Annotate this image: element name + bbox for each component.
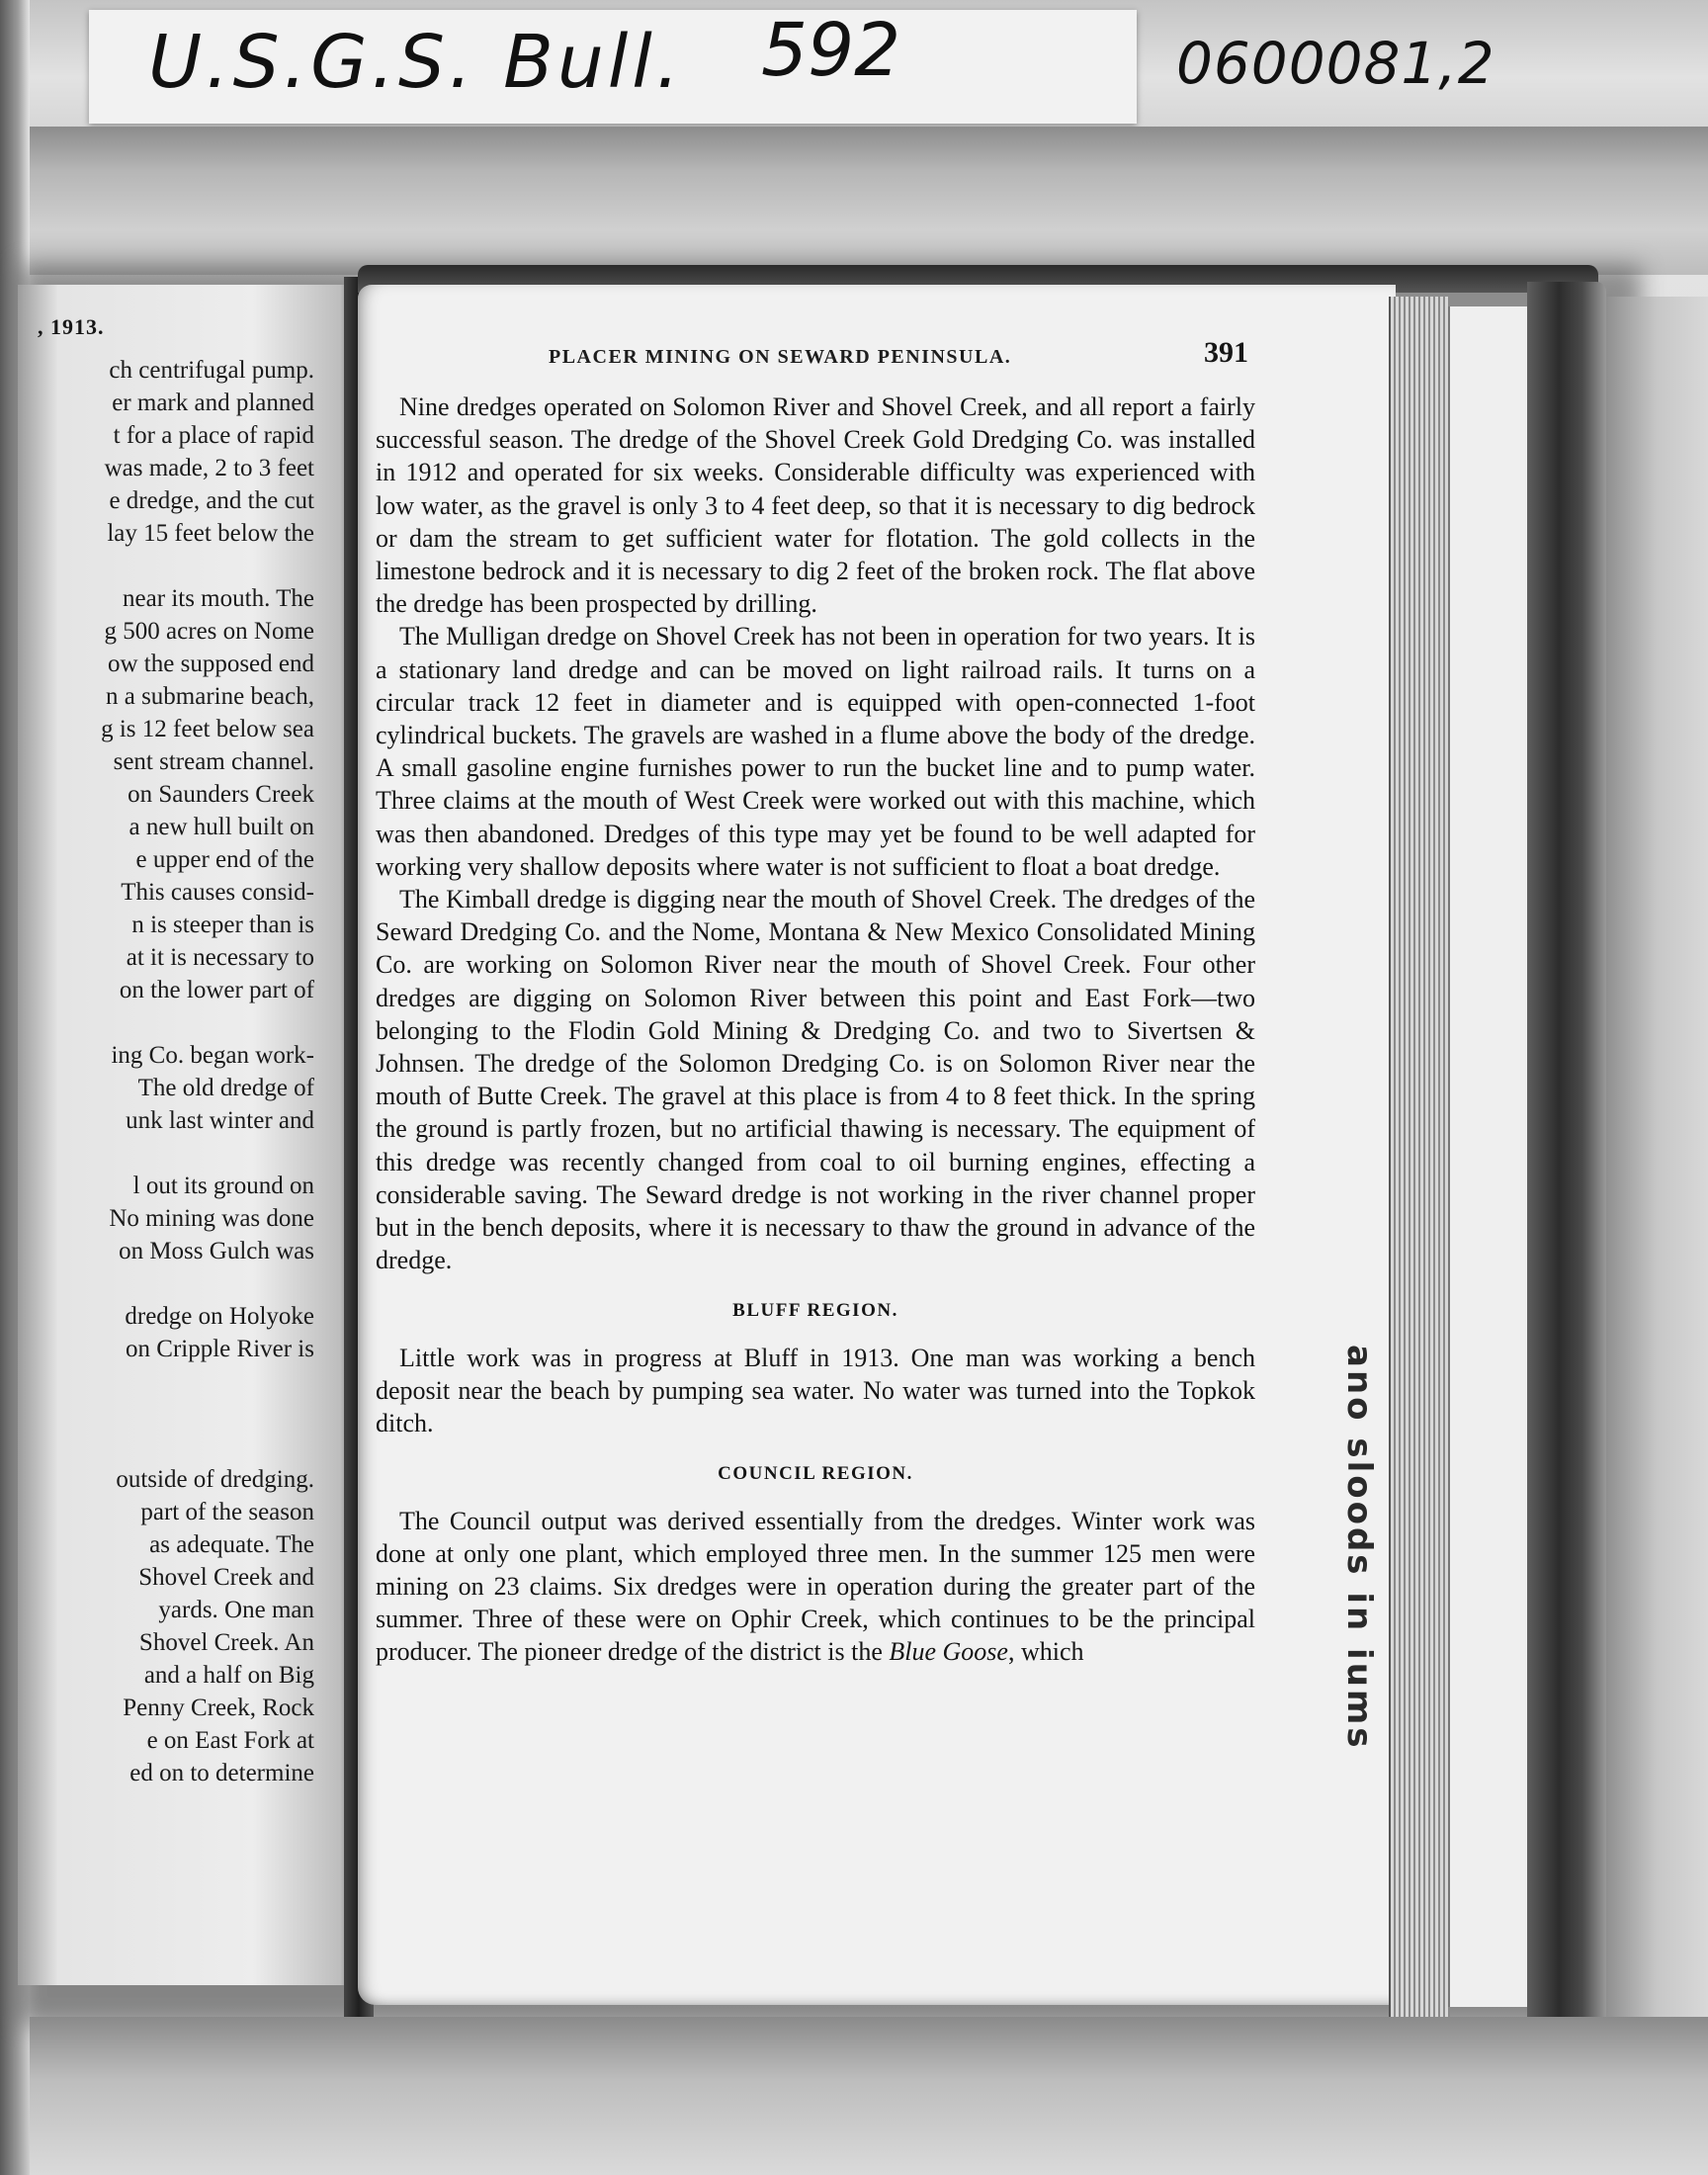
left-page-line: t for a place of rapid xyxy=(113,422,314,449)
left-page-line: on Moss Gulch was xyxy=(119,1238,314,1264)
left-page-line: and a half on Big xyxy=(143,1662,314,1689)
council-text-italic: Blue Goose xyxy=(889,1637,1008,1667)
left-page-line: ch centrifugal pump. xyxy=(109,357,314,384)
left-page-line: near its mouth. The xyxy=(123,585,314,612)
paragraph-bluff: Little work was in progress at Bluff in 1913. One man was working a bench deposit near the beach by pumping sea water. No water was turned into the Topkok ditch. xyxy=(376,1343,1255,1438)
left-page-line: on Saunders Creek xyxy=(128,781,314,808)
left-page-line: The old dredge of xyxy=(137,1075,314,1101)
council-text-end: , which xyxy=(1007,1637,1084,1667)
left-page-gap xyxy=(18,1398,314,1431)
left-page-line: er mark and planned xyxy=(112,390,314,416)
left-page-line: ow the supposed end xyxy=(108,651,314,677)
handwritten-number: 592 xyxy=(761,8,901,93)
left-page-line: at it is necessary to xyxy=(126,944,314,971)
spine-label: ano sloods in iums xyxy=(1339,1345,1379,1751)
right-page-body xyxy=(376,391,1255,1669)
left-page-gap xyxy=(18,1137,314,1170)
paragraph-council xyxy=(376,1505,1255,1669)
left-page-line: yards. One man xyxy=(158,1597,314,1623)
left-page-line: lay 15 feet below the xyxy=(107,520,314,547)
left-page-line: ing Co. began work- xyxy=(111,1042,314,1069)
book-cover xyxy=(1527,282,1606,2022)
section-heading-bluff: BLUFF REGION. xyxy=(732,1300,898,1322)
page-edges-light xyxy=(1448,306,1529,2007)
left-page-line: e dredge, and the cut xyxy=(109,487,314,514)
left-page xyxy=(18,285,354,1985)
section-heading-council: COUNCIL REGION. xyxy=(718,1463,913,1485)
council-text-start: The Council output was derived essentially from the dredges. Winter work was done at only one plant, which employed three men. In the summer 125 men were mining on 23 claims. Six dredges were in operation during the greater part of the summer. Three of these were on Ophir Creek, which continues to be the principal producer. The pioneer dredge of the district is the xyxy=(376,1506,1255,1667)
left-page-line: g is 12 feet below sea xyxy=(101,716,314,742)
scan-right-shadow xyxy=(1606,297,1708,2037)
left-page-line: Shovel Creek and xyxy=(138,1564,314,1591)
left-page-line: Penny Creek, Rock xyxy=(123,1695,314,1721)
left-page-line: a new hull built on xyxy=(128,814,314,840)
left-page-line: g 500 acres on Nome xyxy=(104,618,314,645)
left-page-header: , 1913. xyxy=(38,314,105,339)
left-page-line: e on East Fork at xyxy=(146,1727,314,1754)
left-page-line: This causes consid- xyxy=(121,879,314,906)
page-number: 391 xyxy=(1204,336,1248,369)
paragraph: The Kimball dredge is digging near the mouth of Shovel Creek. The dredges of the Seward Dredging Co. and the Nome, Montana & New Mexico Consolidated Mining Co. are working on Solomon River near the mouth of Shovel Creek. Four other dredges are digging on Solomon River between this point and East Fork—two belonging to the Flodin Gold Mining & Dredging Co. and two to Sivertsen & Johnsen. The dredge of the Solomon Dredging Co. is on Solomon River near the mouth of Butte Creek. The gravel at this place is from 4 to 8 feet thick. In the spring the ground is partly frozen, but no artificial thawing is necessary. The equipment of this dredge was recently changed from coal to oil burning engines, effecting a considerable saving. The Seward dredge is not working in the river channel proper but in the bench deposits, where it is necessary to thaw the ground in advance of the dredge. xyxy=(376,885,1255,1275)
left-page-line: l out its ground on xyxy=(132,1173,314,1199)
scan-bottom-shadow xyxy=(30,2017,1708,2175)
handwritten-title: U.S.G.S. Bull. xyxy=(148,20,684,105)
left-page-line: unk last winter and xyxy=(126,1107,314,1134)
left-page-gap xyxy=(18,1267,314,1300)
left-page-gap xyxy=(18,1006,314,1039)
left-page-line: No mining was done xyxy=(109,1205,314,1232)
scan-top-strip xyxy=(30,0,1708,129)
left-page-gap xyxy=(18,1431,314,1463)
left-page-line: outside of dredging. xyxy=(116,1466,314,1493)
left-page-line: as adequate. The xyxy=(149,1531,314,1558)
left-page-line: ed on to determine xyxy=(129,1760,314,1786)
running-header: PLACER MINING ON SEWARD PENINSULA. xyxy=(549,346,1012,368)
left-page-line: on the lower part of xyxy=(119,977,314,1003)
left-page-line: e upper end of the xyxy=(135,846,314,873)
left-page-gap xyxy=(18,550,314,582)
paragraph: The Mulligan dredge on Shovel Creek has not been in operation for two years. It is a stationary land dredge and can be moved on light railroad rails. It turns on a circular track 12 feet in diameter and is equipped with open-connected 1-foot cylindrical buckets. The gravels are washed in a flume above the body of the dredge. A small gasoline engine furnishes power to run the bucket line and to pump water. Three claims at the mouth of West Creek were worked out with this machine, which was then abandoned. Dredges of this type may yet be found to be well adapted for working very shallow deposits where water is not sufficient to float a boat dredge. xyxy=(376,622,1255,881)
left-page-line: n is steeper than is xyxy=(131,912,314,938)
left-page-line: n a submarine beach, xyxy=(105,683,314,710)
left-page-line: part of the season xyxy=(140,1499,314,1525)
left-page-line: sent stream channel. xyxy=(113,748,314,775)
paragraph: Nine dredges operated on Solomon River and Shovel Creek, and all report a fairly successful season. The dredge of the Shovel Creek Gold Dredging Co. was installed in 1912 and operated for six weeks. Considerable difficulty was experienced with low water, as the gravel is only 3 to 4 feet deep, so that it is necessary to dig bedrock or dam the stream to get sufficient water for flotation. The gold collects in the limestone bedrock and it is necessary to dig 2 feet of the broken rock. The flat above the dredge has been prospected by drilling. xyxy=(376,392,1255,619)
left-page-line: Shovel Creek. An xyxy=(138,1629,314,1656)
left-page-gap xyxy=(18,1365,314,1398)
handwritten-code: 0600081,2 xyxy=(1176,30,1495,97)
left-page-line: dredge on Holyoke xyxy=(125,1303,314,1330)
page-edges xyxy=(1389,297,1450,2017)
left-page-text xyxy=(18,354,314,1789)
scan-band xyxy=(30,127,1708,275)
left-page-line: was made, 2 to 3 feet xyxy=(104,455,314,481)
left-page-line: on Cripple River is xyxy=(126,1336,314,1362)
